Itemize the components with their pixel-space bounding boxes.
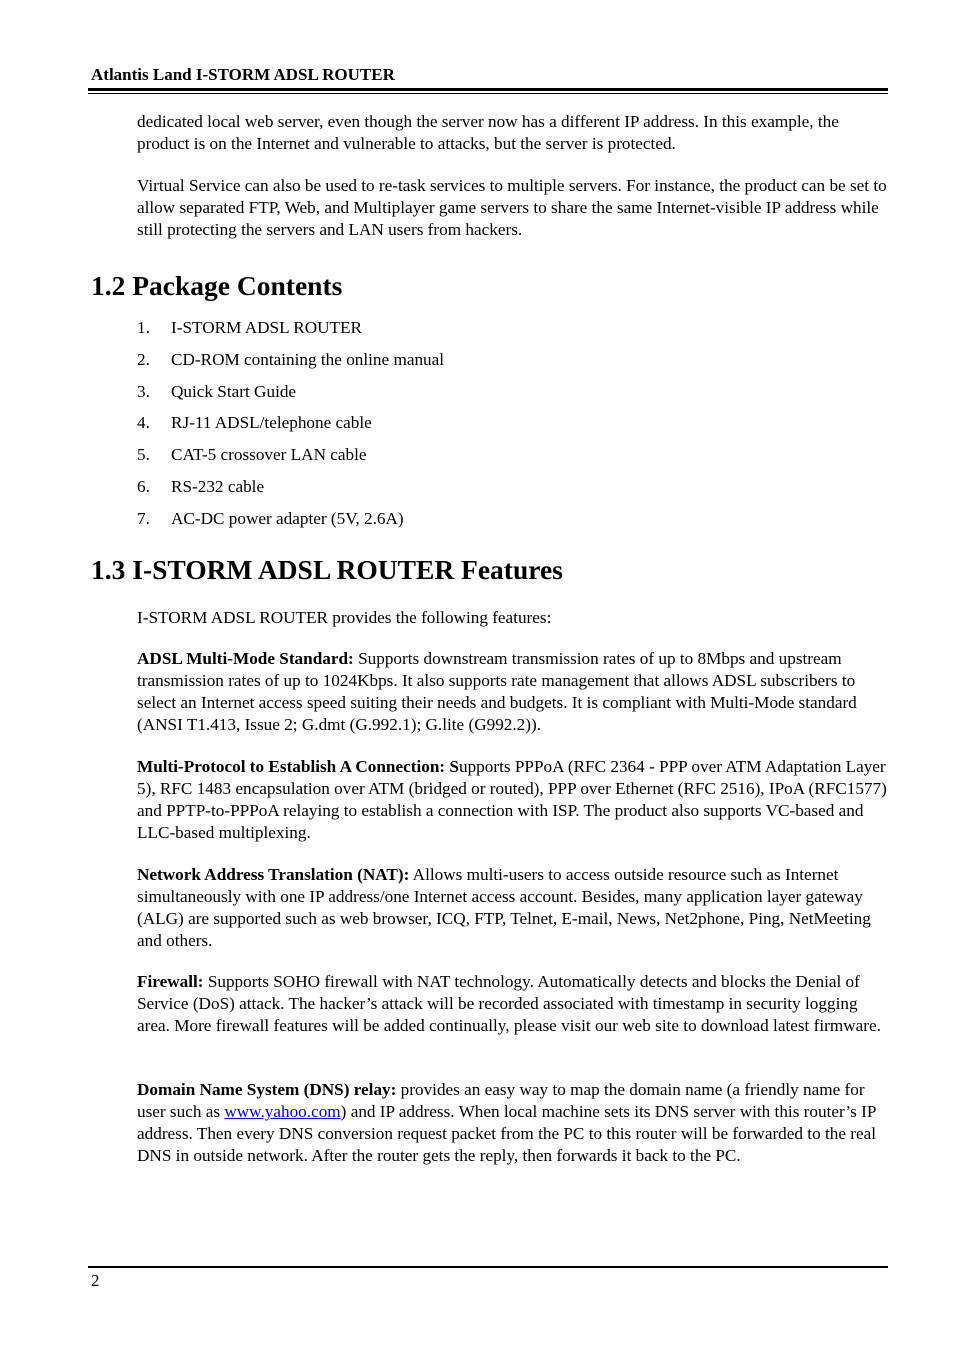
intro-paragraph-2: Virtual Service can also be used to re-task services to multiple servers. For instance, the product can be set to allow separated FTP, Web, and Multiplayer game servers to share the same Internet-visible IP address while still protecting the servers and LAN users from hackers. (137, 176, 887, 239)
feature-adsl: ADSL Multi-Mode Standard: Supports downstream transmission rates of up to 8Mbps and upstream transmission rates of up to 1024Kbps. It also supports rate management that allows ADSL subscribers to select an Internet access speed suiting their needs and budgets. It is compliant with Multi-Mode standard (ANSI T1.413, Issue 2; G.dmt (G.992.1); G.lite (G992.2)). (137, 649, 857, 734)
list-item: 2. CD-ROM containing the online manual (137, 349, 445, 369)
list-item: 4. RJ-11 ADSL/telephone cable (137, 413, 372, 433)
feature-label: Multi-Protocol to Establish A Connection: S (137, 757, 459, 776)
feature-firewall: Firewall: Supports SOHO firewall with NAT technology. Automatically detects and blocks the Denial of Service (DoS) attack. The hacker’s attack will be recorded associated with timestamp in security logging area. More firewall features will be added continually, please visit our web site to download latest firmware. (137, 972, 881, 1035)
feature-dns-relay: Domain Name System (DNS) relay: provides an easy way to map the domain name (a friendly name for user such as www.yahoo.com) and IP address. When local machine sets its DNS server with this router’s IP address. Then every DNS conversion request packet from the PC to this router will be forwarded to the real DNS in outside network. After the router gets the reply, then forwards it back to the PC. (137, 1080, 877, 1165)
yahoo-link[interactable]: www.yahoo.com (224, 1102, 341, 1121)
feature-label: Firewall: (137, 972, 204, 991)
section-heading-package: 1.2 Package Contents (91, 270, 343, 301)
page-number: 2 (91, 1271, 100, 1290)
header-rule-thick (88, 88, 888, 91)
package-contents-list (137, 317, 444, 540)
feature-label: Network Address Translation (NAT): (137, 865, 410, 884)
running-header: Atlantis Land I-STORM ADSL ROUTER (91, 65, 395, 84)
feature-nat: Network Address Translation (NAT): Allows multi-users to access outside resource such as Internet simultaneously with one IP address/one Internet access account. Besides, many application layer gateway (ALG) are supported such as web browser, ICQ, FTP, Telnet, E-mail, News, Net2phone, Ping, NetMeeting and others. (137, 865, 871, 950)
list-item: 3. Quick Start Guide (137, 381, 297, 401)
list-item: 5. CAT-5 crossover LAN cable (137, 445, 367, 465)
header-rule-thin (88, 93, 888, 94)
feature-multi-protocol: Multi-Protocol to Establish A Connection: Supports PPPoA (RFC 2364 - PPP over ATM Adaptation Layer 5), RFC 1483 encapsulation over ATM (bridged or routed), PPP over Ethernet (RFC 2516), IPoA (RFC1577) and PPTP-to-PPPoA relaying to establish a connection with ISP. The product also supports VC-based and LLC-based multiplexing. (137, 757, 887, 842)
list-item: 7. AC-DC power adapter (5V, 2.6A) (137, 508, 404, 528)
intro-paragraph-1: dedicated local web server, even though the server now has a different IP address. In this example, the product is on the Internet and vulnerable to attacks, but the server is protected. (137, 112, 839, 153)
feature-label: Domain Name System (DNS) relay: (137, 1080, 397, 1099)
section-heading-features: 1.3 I-STORM ADSL ROUTER Features (91, 554, 563, 585)
features-intro: I-STORM ADSL ROUTER provides the following features: (137, 608, 552, 627)
list-item: 1. I-STORM ADSL ROUTER (137, 318, 362, 337)
list-item: 6. RS-232 cable (137, 476, 265, 496)
footer-rule (88, 1266, 888, 1268)
feature-label: ADSL Multi-Mode Standard: (137, 649, 354, 668)
